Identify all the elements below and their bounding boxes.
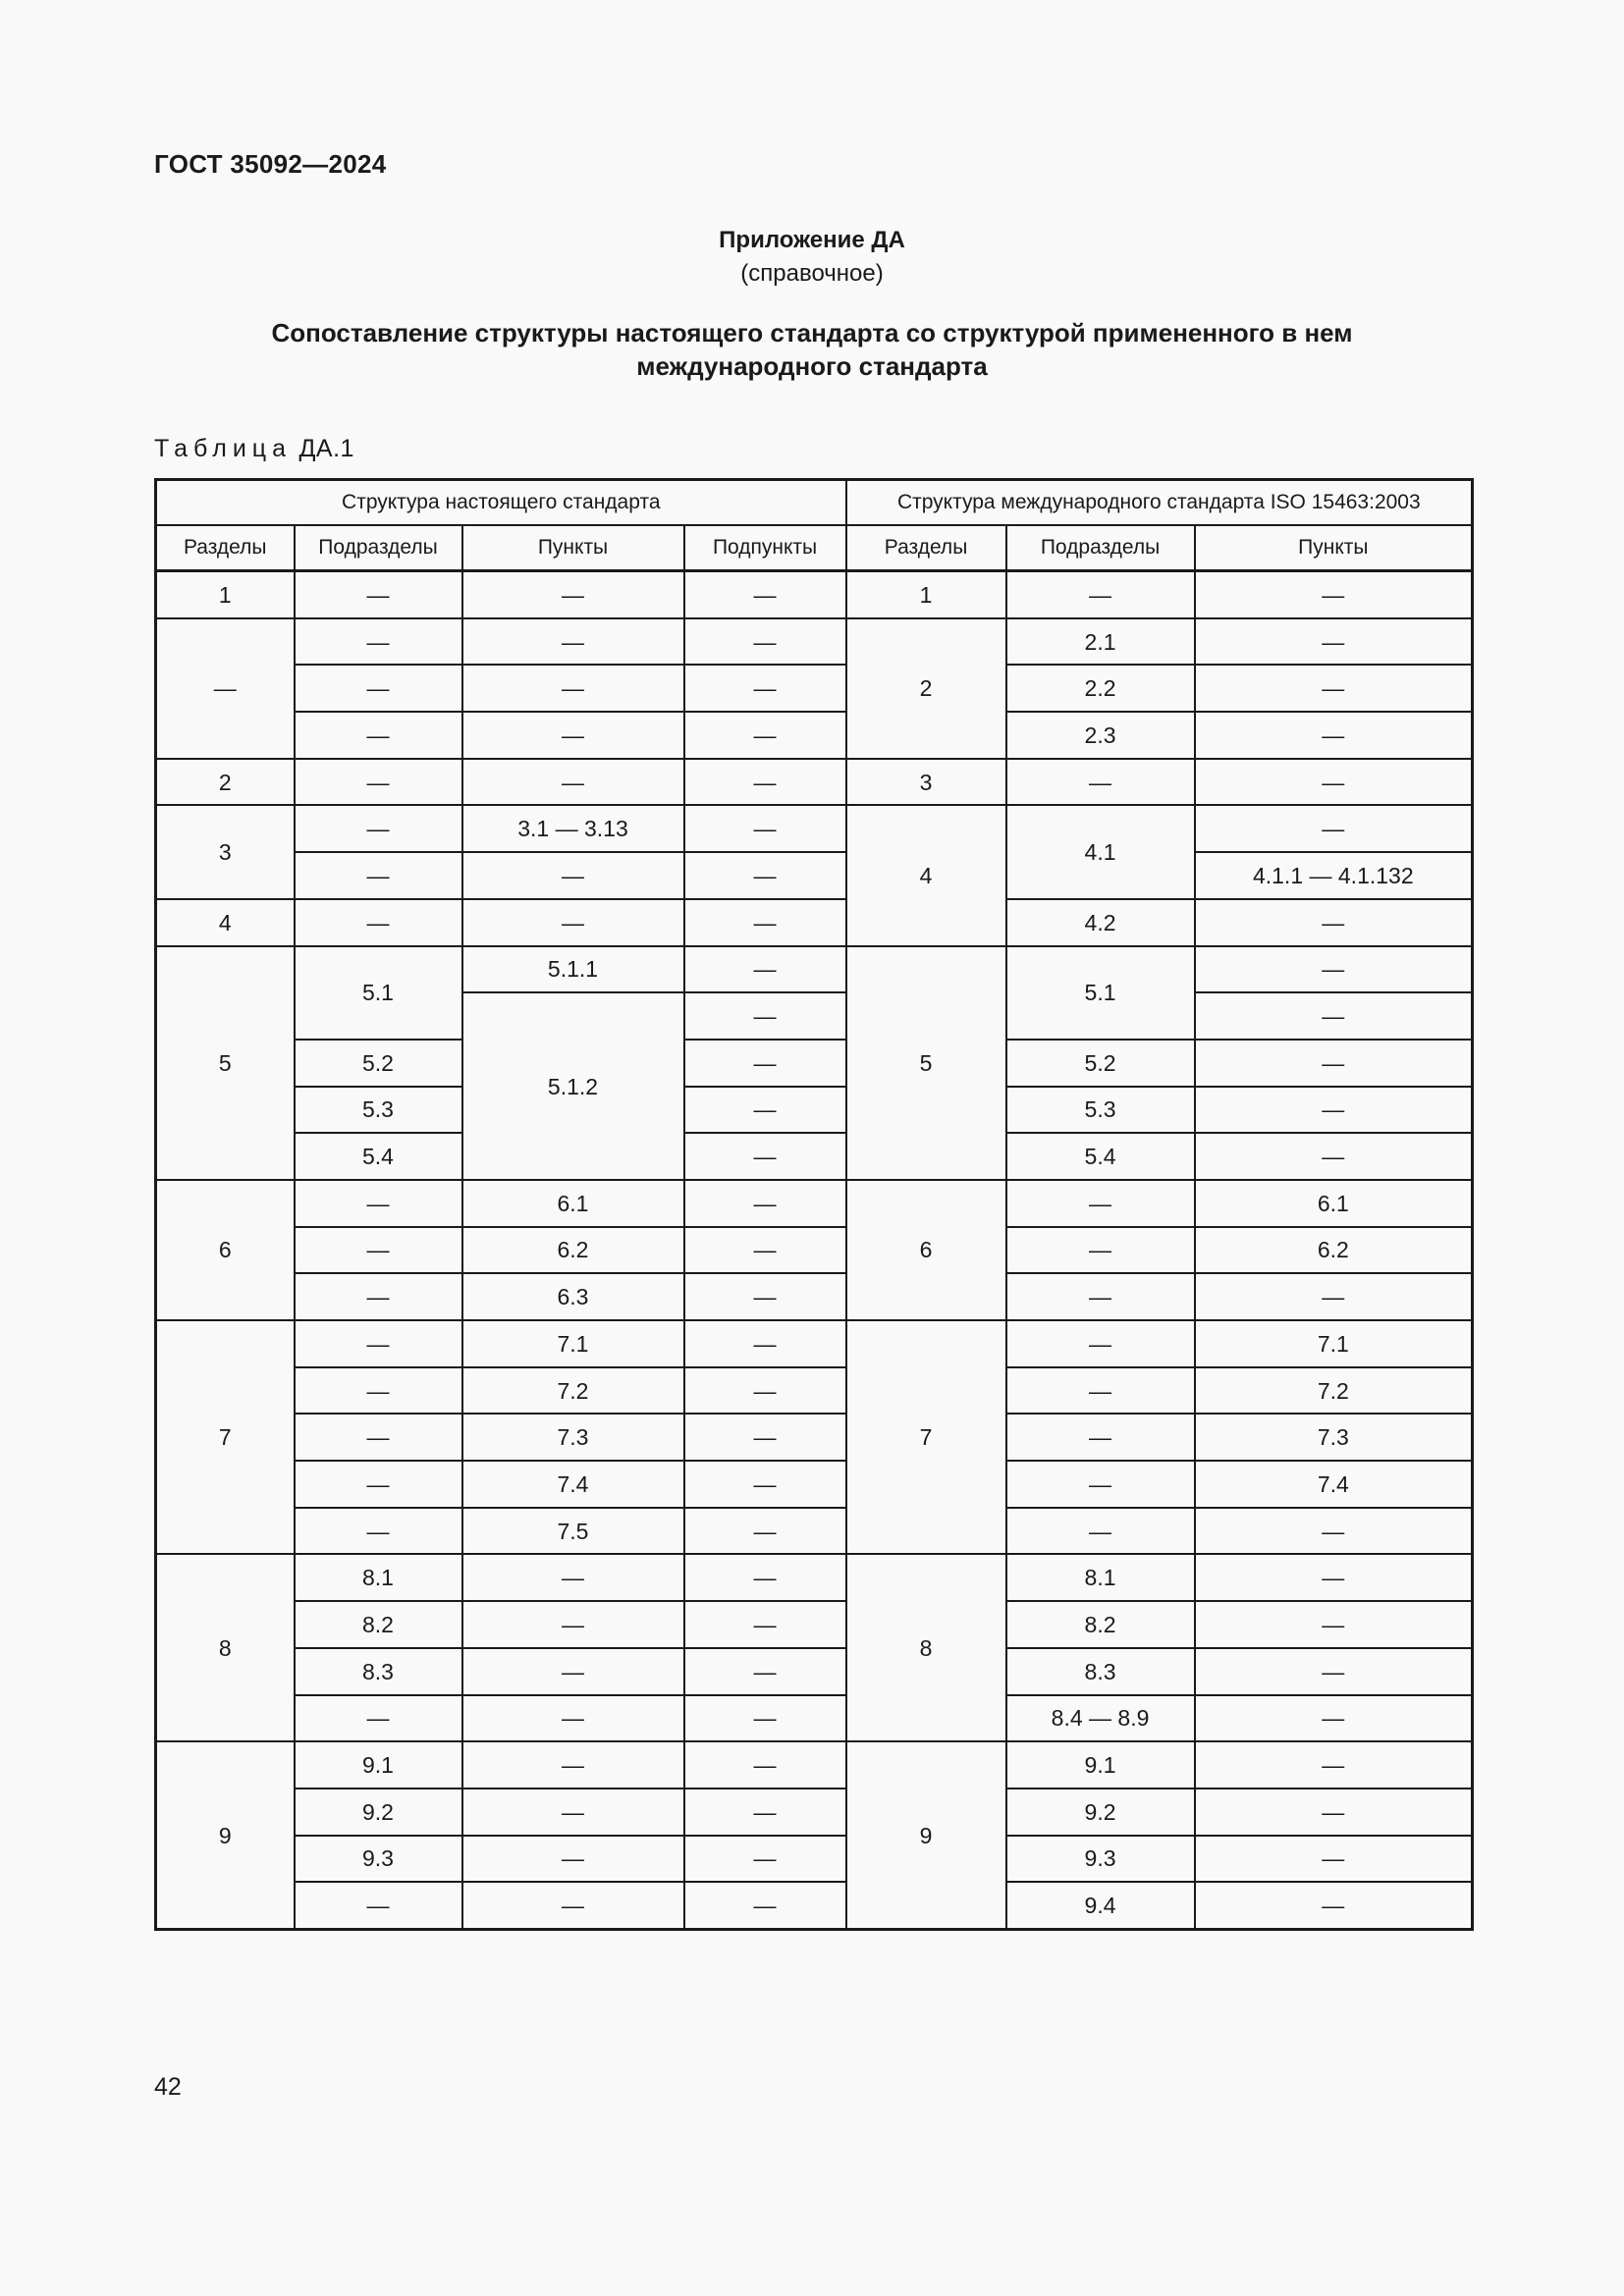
table-cell: — xyxy=(462,1554,684,1601)
table-cell: 6 xyxy=(846,1180,1006,1320)
table-cell: — xyxy=(462,1695,684,1742)
table-cell: 9.4 xyxy=(1006,1882,1195,1929)
table-column-header-row xyxy=(156,525,1473,571)
table-cell: 2.3 xyxy=(1006,712,1195,759)
table-row xyxy=(156,946,1473,993)
table-cell: 8.3 xyxy=(295,1648,462,1695)
table-cell: — xyxy=(295,852,462,899)
table-cell: 7.2 xyxy=(462,1367,684,1415)
table-cell: — xyxy=(462,1836,684,1883)
table-cell: — xyxy=(684,1133,846,1180)
table-cell: — xyxy=(684,946,846,993)
table-caption xyxy=(154,435,354,463)
table-row xyxy=(156,899,1473,946)
table-cell: — xyxy=(684,1367,846,1415)
table-row xyxy=(156,1601,1473,1648)
table-cell: 7.1 xyxy=(462,1320,684,1367)
table-cell: 8.2 xyxy=(295,1601,462,1648)
table-cell: — xyxy=(684,1508,846,1555)
column-header: Пункты xyxy=(1195,525,1473,571)
table-cell: — xyxy=(462,712,684,759)
table-cell: 5.3 xyxy=(295,1087,462,1134)
table-caption-id: ДА.1 xyxy=(298,435,354,462)
table-cell: 5.4 xyxy=(1006,1133,1195,1180)
table-cell: — xyxy=(295,1367,462,1415)
table-row xyxy=(156,759,1473,806)
table-cell: 3 xyxy=(846,759,1006,806)
table-cell: 6.1 xyxy=(462,1180,684,1227)
table-cell: — xyxy=(462,1601,684,1648)
table-cell: — xyxy=(1006,1320,1195,1367)
table-cell: 8.1 xyxy=(1006,1554,1195,1601)
table-cell: 3 xyxy=(156,805,295,898)
group-header-iso-standard: Структура международного стандарта ISO 15463:2003 xyxy=(846,480,1473,526)
table-row xyxy=(156,1741,1473,1789)
table-cell: — xyxy=(462,1882,684,1929)
table-row xyxy=(156,1320,1473,1367)
table-cell: 7.3 xyxy=(462,1414,684,1461)
table-row xyxy=(156,1789,1473,1836)
table-cell: — xyxy=(295,1508,462,1555)
table-cell: — xyxy=(1006,1461,1195,1508)
table-cell: 5.2 xyxy=(1006,1040,1195,1087)
table-row xyxy=(156,1040,1473,1087)
table-cell: 2 xyxy=(156,759,295,806)
table-cell: — xyxy=(684,1273,846,1320)
table-group-header-row xyxy=(156,480,1473,526)
table-cell: 4 xyxy=(846,805,1006,945)
table-cell: — xyxy=(1195,571,1473,618)
table-row xyxy=(156,1695,1473,1742)
table-cell: 9 xyxy=(846,1741,1006,1929)
table-cell: 2.1 xyxy=(1006,618,1195,666)
table-cell: 7.1 xyxy=(1195,1320,1473,1367)
table-cell: 4.1 xyxy=(1006,805,1195,898)
table-cell: 6.2 xyxy=(1195,1227,1473,1274)
appendix-title: Приложение ДА xyxy=(719,227,905,253)
table-cell: — xyxy=(1006,1180,1195,1227)
table-cell: 8.2 xyxy=(1006,1601,1195,1648)
table-cell: — xyxy=(462,759,684,806)
appendix-subtitle: (справочное) xyxy=(740,260,884,287)
table-cell: — xyxy=(1195,1741,1473,1789)
column-header: Подпункты xyxy=(684,525,846,571)
table-cell: — xyxy=(295,1461,462,1508)
table-cell: 9.3 xyxy=(295,1836,462,1883)
table-cell: — xyxy=(295,1227,462,1274)
table-cell: 9.3 xyxy=(1006,1836,1195,1883)
table-cell: 8.3 xyxy=(1006,1648,1195,1695)
table-cell: — xyxy=(1006,1508,1195,1555)
table-row xyxy=(156,1087,1473,1134)
table-cell: — xyxy=(684,1836,846,1883)
table-cell: — xyxy=(295,1180,462,1227)
table-cell: 7.5 xyxy=(462,1508,684,1555)
table-cell: — xyxy=(684,1789,846,1836)
table-cell: — xyxy=(1195,899,1473,946)
table-cell: — xyxy=(684,1461,846,1508)
table-cell: — xyxy=(684,852,846,899)
table-cell: — xyxy=(1195,665,1473,712)
table-cell: 6.1 xyxy=(1195,1180,1473,1227)
table-row xyxy=(156,1227,1473,1274)
table-cell: — xyxy=(684,712,846,759)
table-row xyxy=(156,712,1473,759)
table-cell: 8.1 xyxy=(295,1554,462,1601)
table-cell: — xyxy=(1195,1040,1473,1087)
table-cell: — xyxy=(684,1227,846,1274)
section-heading-line-2: международного стандарта xyxy=(636,351,988,381)
table-cell: 9 xyxy=(156,1741,295,1929)
table-cell: — xyxy=(1195,805,1473,852)
table-row xyxy=(156,852,1473,899)
table-row xyxy=(156,1648,1473,1695)
table-cell: — xyxy=(684,1882,846,1929)
table-cell: — xyxy=(295,1414,462,1461)
table-cell: — xyxy=(684,1648,846,1695)
table-cell: — xyxy=(1006,1414,1195,1461)
table-cell: — xyxy=(1195,1601,1473,1648)
table-cell: — xyxy=(1195,1836,1473,1883)
table-cell: — xyxy=(1195,1789,1473,1836)
table-cell: — xyxy=(684,1601,846,1648)
table-cell: 9.2 xyxy=(295,1789,462,1836)
table-cell: — xyxy=(462,571,684,618)
column-header: Разделы xyxy=(846,525,1006,571)
column-header: Пункты xyxy=(462,525,684,571)
table-cell: — xyxy=(1195,1882,1473,1929)
table-cell: 2.2 xyxy=(1006,665,1195,712)
table-row xyxy=(156,571,1473,618)
table-cell: — xyxy=(684,1741,846,1789)
table-row xyxy=(156,1836,1473,1883)
table-cell: — xyxy=(1195,1087,1473,1134)
table-cell: 5.1 xyxy=(295,946,462,1040)
table-row xyxy=(156,1273,1473,1320)
table-cell: — xyxy=(684,1414,846,1461)
table-cell: — xyxy=(684,618,846,666)
table-cell: 2 xyxy=(846,618,1006,759)
table-cell: — xyxy=(1195,1648,1473,1695)
table-cell: — xyxy=(684,571,846,618)
table-cell: — xyxy=(684,665,846,712)
table-cell: 7.2 xyxy=(1195,1367,1473,1415)
table-cell: — xyxy=(1006,1273,1195,1320)
table-row xyxy=(156,1367,1473,1415)
table-cell: 9.1 xyxy=(295,1741,462,1789)
table-cell: — xyxy=(684,899,846,946)
table-cell: — xyxy=(295,618,462,666)
table-cell: 6.3 xyxy=(462,1273,684,1320)
table-cell: — xyxy=(684,992,846,1040)
table-cell: — xyxy=(462,618,684,666)
table-cell: — xyxy=(684,1695,846,1742)
section-heading-line-1: Сопоставление структуры настоящего стандарта со структурой примененного в нем xyxy=(271,318,1353,347)
table-cell: — xyxy=(1195,759,1473,806)
table-cell: 7 xyxy=(846,1320,1006,1554)
table-cell: — xyxy=(684,1040,846,1087)
table-row xyxy=(156,1461,1473,1508)
table-cell: 5 xyxy=(846,946,1006,1180)
table-cell: 8 xyxy=(156,1554,295,1741)
table-cell: 7 xyxy=(156,1320,295,1554)
column-header: Подразделы xyxy=(295,525,462,571)
table-cell: — xyxy=(295,1882,462,1929)
table-cell: 9.2 xyxy=(1006,1789,1195,1836)
table-cell: — xyxy=(1195,1133,1473,1180)
table-cell: — xyxy=(462,1648,684,1695)
table-cell: 4.1.1 — 4.1.132 xyxy=(1195,852,1473,899)
table-cell: — xyxy=(295,759,462,806)
table-cell: 4 xyxy=(156,899,295,946)
table-cell: — xyxy=(1195,992,1473,1040)
table-row xyxy=(156,1180,1473,1227)
table-cell: — xyxy=(1006,1227,1195,1274)
table-row xyxy=(156,805,1473,852)
table-cell: — xyxy=(1006,1367,1195,1415)
column-header: Разделы xyxy=(156,525,295,571)
table-row xyxy=(156,665,1473,712)
table-cell: 1 xyxy=(846,571,1006,618)
table-cell: — xyxy=(295,805,462,852)
table-row xyxy=(156,1133,1473,1180)
table-cell: 5.1 xyxy=(1006,946,1195,1040)
table-cell: 5.3 xyxy=(1006,1087,1195,1134)
table-cell: — xyxy=(295,665,462,712)
table-cell: — xyxy=(1195,946,1473,993)
table-cell: 5 xyxy=(156,946,295,1180)
table-cell: — xyxy=(1006,759,1195,806)
structure-comparison-table xyxy=(154,478,1474,1931)
table-cell: 1 xyxy=(156,571,295,618)
table-cell: — xyxy=(462,665,684,712)
group-header-this-standard: Структура настоящего стандарта xyxy=(156,480,846,526)
table-cell: 7.4 xyxy=(462,1461,684,1508)
table-caption-word: Таблица xyxy=(154,435,293,462)
table-cell: — xyxy=(684,1554,846,1601)
appendix-heading xyxy=(0,224,1624,291)
table-row xyxy=(156,1554,1473,1601)
table-cell: — xyxy=(1195,1554,1473,1601)
table-cell: 3.1 — 3.13 xyxy=(462,805,684,852)
table-cell: — xyxy=(462,852,684,899)
table-cell: — xyxy=(462,1789,684,1836)
table-cell: 5.1.2 xyxy=(462,992,684,1180)
table-cell: 8 xyxy=(846,1554,1006,1741)
table-cell: — xyxy=(684,805,846,852)
table-cell: — xyxy=(295,1320,462,1367)
table-cell: — xyxy=(295,1273,462,1320)
table-cell: — xyxy=(684,1180,846,1227)
table-cell: — xyxy=(1006,571,1195,618)
table-cell: — xyxy=(1195,1273,1473,1320)
table-cell: — xyxy=(1195,1695,1473,1742)
table-cell: — xyxy=(156,618,295,759)
table-cell: 4.2 xyxy=(1006,899,1195,946)
table-cell: — xyxy=(295,571,462,618)
table-row xyxy=(156,618,1473,666)
table-cell: — xyxy=(295,899,462,946)
table-cell: 7.4 xyxy=(1195,1461,1473,1508)
table-row xyxy=(156,1414,1473,1461)
table-cell: 5.1.1 xyxy=(462,946,684,993)
table-cell: — xyxy=(684,1087,846,1134)
table-cell: 6 xyxy=(156,1180,295,1320)
table-cell: — xyxy=(295,712,462,759)
table-cell: — xyxy=(1195,712,1473,759)
table-row xyxy=(156,1882,1473,1929)
table-cell: 5.4 xyxy=(295,1133,462,1180)
table-cell: — xyxy=(462,899,684,946)
table-cell: — xyxy=(1195,618,1473,666)
table-cell: 5.2 xyxy=(295,1040,462,1087)
table-cell: — xyxy=(462,1741,684,1789)
table-cell: 7.3 xyxy=(1195,1414,1473,1461)
table-cell: — xyxy=(1195,1508,1473,1555)
column-header: Подразделы xyxy=(1006,525,1195,571)
page-number: 42 xyxy=(154,2073,182,2101)
table-cell: — xyxy=(684,1320,846,1367)
document-code: ГОСТ 35092—2024 xyxy=(154,149,387,179)
table-cell: — xyxy=(295,1695,462,1742)
section-heading xyxy=(154,316,1470,383)
table-row xyxy=(156,1508,1473,1555)
table-cell: 6.2 xyxy=(462,1227,684,1274)
table-cell: 9.1 xyxy=(1006,1741,1195,1789)
table-cell: — xyxy=(684,759,846,806)
table-cell: 8.4 — 8.9 xyxy=(1006,1695,1195,1742)
